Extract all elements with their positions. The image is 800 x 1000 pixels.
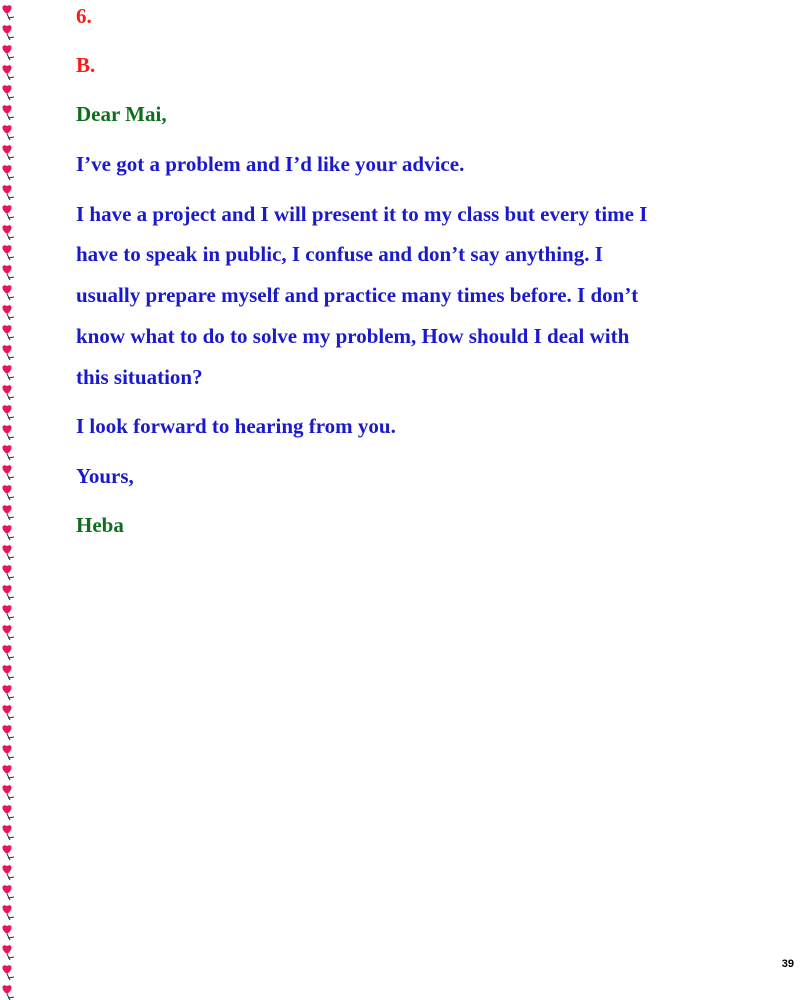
page-number: 39: [781, 958, 794, 970]
heart-icon: [2, 765, 14, 780]
heart-icon: [2, 465, 14, 480]
heart-icon: [2, 605, 14, 620]
heart-icon: [2, 705, 14, 720]
part-label: B.: [76, 53, 96, 77]
heart-icon: [2, 225, 14, 240]
section-number: 6.: [76, 4, 92, 28]
heart-icon: [2, 985, 14, 1000]
heart-icon: [2, 745, 14, 760]
heart-icon: [2, 685, 14, 700]
heart-icon: [2, 505, 14, 520]
heart-icon: [2, 725, 14, 740]
heart-icon: [2, 925, 14, 940]
heart-icon: [2, 25, 14, 40]
heart-icon: [2, 285, 14, 300]
heart-icon: [2, 105, 14, 120]
heart-icon: [2, 865, 14, 880]
heart-icon: [2, 305, 14, 320]
heart-icon: [2, 645, 14, 660]
heart-icon: [2, 585, 14, 600]
heart-icon: [2, 625, 14, 640]
letter-body-line: I have a project and I will present it to my class but every time I: [76, 202, 648, 226]
heart-icon: [2, 325, 14, 340]
letter-body-line: have to speak in public, I confuse and don’t say anything. I: [76, 242, 603, 266]
letter-closing-line: I look forward to hearing from you.: [76, 414, 396, 438]
letter-body-line: know what to do to solve my problem, How should I deal with: [76, 324, 630, 348]
heart-icon: [2, 825, 14, 840]
heart-icon: [2, 665, 14, 680]
letter-signature: Heba: [76, 513, 124, 537]
heart-icon: [2, 265, 14, 280]
heart-icon: [2, 485, 14, 500]
heart-icon: [2, 165, 14, 180]
heart-icon: [2, 845, 14, 860]
heart-icon: [2, 805, 14, 820]
heart-icon: [2, 85, 14, 100]
heart-icon: [2, 405, 14, 420]
heart-icon: [2, 365, 14, 380]
heart-icon: [2, 945, 14, 960]
heart-icon: [2, 205, 14, 220]
heart-icon: [2, 45, 14, 60]
heart-icon: [2, 5, 14, 20]
letter-body-line: this situation?: [76, 365, 203, 389]
heart-icon: [2, 185, 14, 200]
letter-greeting: Dear Mai,: [76, 102, 167, 126]
heart-icon: [2, 445, 14, 460]
letter-opening: I’ve got a problem and I’d like your advice.: [76, 152, 465, 176]
heart-icon: [2, 145, 14, 160]
letter-sign-off: Yours,: [76, 464, 134, 488]
heart-icon: [2, 885, 14, 900]
heart-icon: [2, 785, 14, 800]
heart-icon: [2, 245, 14, 260]
heart-icon: [2, 345, 14, 360]
heart-icon: [2, 525, 14, 540]
heart-icon: [2, 545, 14, 560]
heart-icon: [2, 125, 14, 140]
decorative-heart-border: [0, 0, 20, 1000]
heart-icon: [2, 65, 14, 80]
heart-icon: [2, 565, 14, 580]
heart-icon: [2, 425, 14, 440]
heart-icon: [2, 385, 14, 400]
letter-body-line: usually prepare myself and practice many times before. I don’t: [76, 283, 639, 307]
heart-icon: [2, 965, 14, 980]
heart-icon: [2, 905, 14, 920]
